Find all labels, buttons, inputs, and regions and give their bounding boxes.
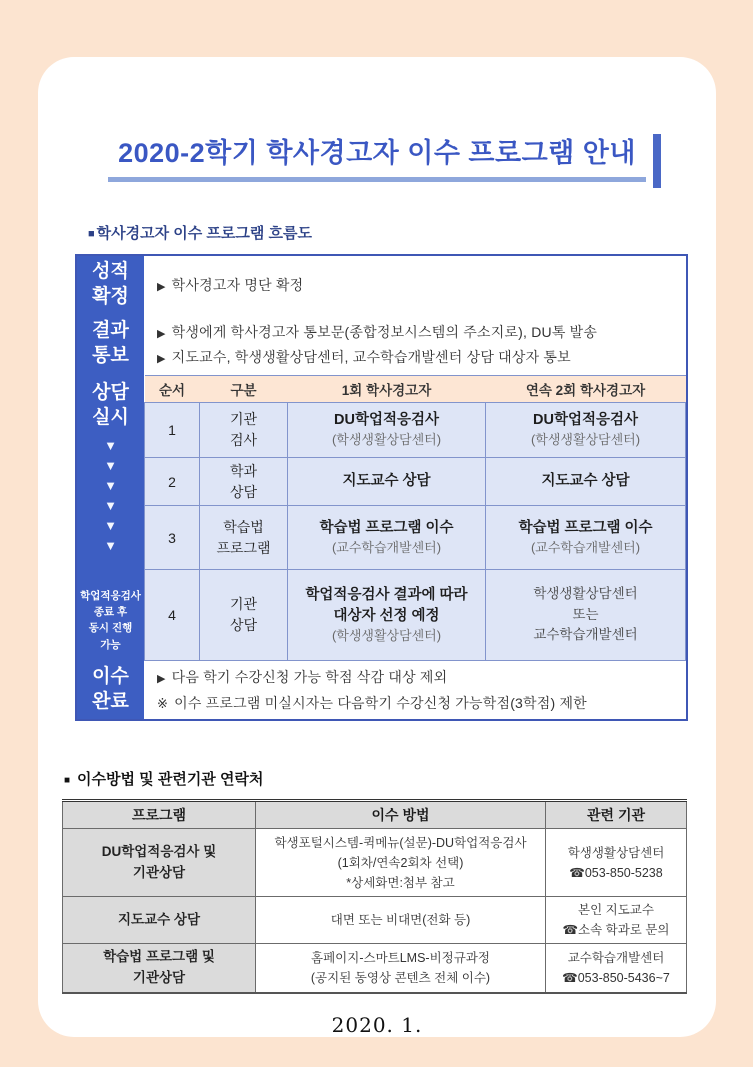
cell-line: 학습법 <box>223 518 264 535</box>
cell-second-warning <box>486 570 686 661</box>
cell-program <box>63 897 256 944</box>
stage-note-line: 가능 <box>100 638 121 651</box>
cell-line: 학생생활상담센터 <box>533 585 638 601</box>
flow-line <box>157 275 303 295</box>
stage-label-line: 완료 <box>92 691 129 712</box>
cell-line: 교수학습개발센터 <box>567 950 665 965</box>
flow-line-text: 학사경고자 명단 확정 <box>171 276 304 293</box>
title-accent-bar <box>653 134 661 188</box>
cell-main-text: DU학업적응검사 <box>533 412 638 429</box>
stage-label-line: 성적 <box>92 260 129 282</box>
flow-section-heading-label: 학사경고자 이수 프로그램 흐름도 <box>96 225 313 242</box>
right-triangle-bullet-icon: ▶ <box>157 352 166 365</box>
stage-label-line: 상담 <box>92 382 129 403</box>
stage-label-line: 이수 <box>92 666 129 688</box>
cell-line: 학습법 프로그램 및 <box>103 949 215 964</box>
cell-order: 1 <box>145 403 200 458</box>
cell-order: 2 <box>145 458 200 506</box>
cell-sub-text: (학생생활상담센터) <box>331 627 442 643</box>
flow-block-result-notice <box>144 313 686 375</box>
cell-method <box>256 829 546 897</box>
square-bullet-icon: ■ <box>64 775 71 786</box>
flow-line-text: 다음 학기 수강신청 가능 학점 삭감 대상 제외 <box>171 669 448 685</box>
contacts-header-row <box>63 801 687 829</box>
cell-sub-text: (교수학습개발센터) <box>530 539 641 555</box>
cell-category <box>200 458 288 506</box>
document-date: 2020. 1. <box>331 1012 423 1037</box>
stage-note-line: 종료 후 <box>93 606 128 619</box>
cell-phone-line: ☎소속 학과로 문의 <box>562 923 670 937</box>
flow-line <box>157 667 686 687</box>
down-arrow-icon: ▼ <box>104 478 117 494</box>
cell-phone-line: ☎053-850-5436~7 <box>562 970 670 985</box>
cell-line: 교수학습개발센터 <box>533 627 638 643</box>
cell-line: 검사 <box>229 432 258 448</box>
right-triangle-bullet-icon: ▶ <box>157 280 166 293</box>
cell-line: 상담 <box>229 617 258 633</box>
stage-label-line: 실시 <box>92 406 129 428</box>
col-header-second-warning: 연속 2회 학사경고자 <box>486 376 686 403</box>
cell-line: 대면 또는 비대면(전화 등) <box>330 913 471 927</box>
stage-grade-confirm <box>77 256 144 313</box>
cell-organization <box>546 829 687 897</box>
right-triangle-bullet-icon: ▶ <box>157 327 166 340</box>
cell-main-text: 지도교수 상담 <box>541 472 630 489</box>
cell-main-text: 대상자 선정 예정 <box>333 607 440 624</box>
cell-line: 학과 <box>229 462 258 479</box>
cell-category <box>200 506 288 570</box>
flow-content-column <box>144 256 686 719</box>
down-arrow-icon: ▼ <box>104 458 117 474</box>
cell-category <box>200 403 288 458</box>
cell-line: 학생생활상담센터 <box>567 845 665 860</box>
cell-organization <box>546 897 687 944</box>
cell-order: 4 <box>145 570 200 661</box>
flow-stage-column <box>77 256 144 719</box>
flow-line <box>157 347 686 367</box>
flow-line <box>157 322 686 342</box>
down-arrow-icon: ▼ <box>104 538 117 554</box>
page-title-wrap <box>108 131 646 182</box>
col-header-organization: 관련 기관 <box>546 801 687 829</box>
cell-first-warning <box>288 506 486 570</box>
down-arrow-icon: ▼ <box>104 518 117 534</box>
cell-second-warning <box>486 506 686 570</box>
col-header-program: 프로그램 <box>63 801 256 829</box>
cell-line: 학생포털시스템-퀵메뉴(설문)-DU학업적응검사 <box>274 835 527 850</box>
document-card <box>38 57 716 1037</box>
square-bullet-icon: ■ <box>88 228 95 240</box>
stage-counsel-note <box>80 588 141 661</box>
cell-method <box>256 897 546 944</box>
stage-label-line: 통보 <box>92 345 129 366</box>
col-header-first-warning: 1회 학사경고자 <box>288 376 486 403</box>
stage-label-line: 확정 <box>92 285 129 307</box>
stage-counsel <box>77 375 144 661</box>
cell-category <box>200 570 288 661</box>
flow-arrows <box>104 439 117 552</box>
stage-note-line: 동시 진행 <box>88 622 133 635</box>
stage-counsel-label <box>92 381 129 430</box>
cell-method <box>256 944 546 993</box>
flow-line-text: 지도교수, 학생생활상담센터, 교수학습개발센터 상담 대상자 통보 <box>171 348 571 365</box>
flow-table <box>75 254 688 721</box>
page-title: 2020-2학기 학사경고자 이수 프로그램 안내 <box>118 138 636 168</box>
table-row <box>145 458 686 506</box>
table-row <box>145 403 686 458</box>
cell-main-text: 지도교수 상담 <box>342 472 431 489</box>
right-triangle-bullet-icon: ▶ <box>157 673 166 685</box>
cell-main-text: 학습법 프로그램 이수 <box>319 519 454 536</box>
cell-main-text: DU학업적응검사 <box>334 412 439 429</box>
counsel-program-table <box>144 375 686 661</box>
contacts-section-heading-label: 이수방법 및 관련기관 연락처 <box>77 771 264 788</box>
table-row <box>63 829 687 897</box>
down-arrow-icon: ▼ <box>104 438 117 454</box>
flow-line-text: 이수 프로그램 미실시자는 다음학기 수강신청 가능학점(3학점) 제한 <box>174 695 587 711</box>
cell-line: *상세화면:첨부 참고 <box>346 875 455 890</box>
cell-second-warning <box>486 458 686 506</box>
cell-line: 상담 <box>229 483 258 500</box>
cell-line: 또는 <box>572 606 599 622</box>
cell-line: 기관 <box>229 596 258 612</box>
down-arrow-icon: ▼ <box>104 498 117 514</box>
table-row <box>63 897 687 944</box>
flow-line <box>157 693 686 713</box>
cell-line: 본인 지도교수 <box>578 903 654 917</box>
cell-line: (공지된 동영상 콘텐츠 전체 이수) <box>310 970 491 985</box>
col-header-category: 구분 <box>200 376 288 403</box>
table-row <box>145 570 686 661</box>
cell-line: 기관상담 <box>132 969 186 985</box>
cell-order: 3 <box>145 506 200 570</box>
cell-first-warning <box>288 458 486 506</box>
cell-program <box>63 829 256 897</box>
counsel-table-header-row <box>145 376 686 403</box>
cell-line: 지도교수 상담 <box>118 911 200 927</box>
contacts-section-heading <box>64 768 716 789</box>
cell-sub-text: (학생생활상담센터) <box>530 432 641 448</box>
cell-sub-text: (교수학습개발센터) <box>331 539 442 555</box>
table-row <box>145 506 686 570</box>
flow-block-complete <box>144 661 686 719</box>
flow-block-grade-confirm <box>144 256 686 313</box>
cell-first-warning <box>288 570 486 661</box>
stage-complete <box>77 661 144 719</box>
cell-sub-text: (학생생활상담센터) <box>331 432 442 448</box>
flow-section-heading <box>88 222 716 243</box>
stage-note-line: 학업적응검사 <box>80 589 141 602</box>
contacts-table <box>62 799 687 994</box>
cell-phone-line: ☎053-850-5238 <box>569 865 663 880</box>
title-area <box>38 57 716 182</box>
cell-line: DU학업적응검사 및 <box>101 843 217 859</box>
cell-main-text: 학업적응검사 결과에 따라 <box>305 586 468 603</box>
col-header-order: 순서 <box>145 376 200 403</box>
cell-line: 기관상담 <box>132 864 186 880</box>
cell-line: 홈페이지-스마트LMS-비정규과정 <box>311 950 490 965</box>
cell-program <box>63 944 256 993</box>
cell-line: 프로그램 <box>216 539 271 556</box>
cell-organization <box>546 944 687 993</box>
stage-result-notice <box>77 313 144 375</box>
reference-mark-icon: ※ <box>157 696 169 711</box>
cell-second-warning <box>486 403 686 458</box>
stage-label-line: 결과 <box>92 320 129 342</box>
cell-main-text: 학습법 프로그램 이수 <box>518 519 653 536</box>
table-row <box>63 944 687 993</box>
cell-first-warning <box>288 403 486 458</box>
flow-line-text: 학생에게 학사경고자 통보문(종합정보시스템의 주소지로), DU톡 발송 <box>171 323 598 340</box>
cell-line: 기관 <box>229 411 258 427</box>
col-header-method: 이수 방법 <box>256 801 546 829</box>
cell-line: (1회차/연속2회차 선택) <box>337 855 464 870</box>
